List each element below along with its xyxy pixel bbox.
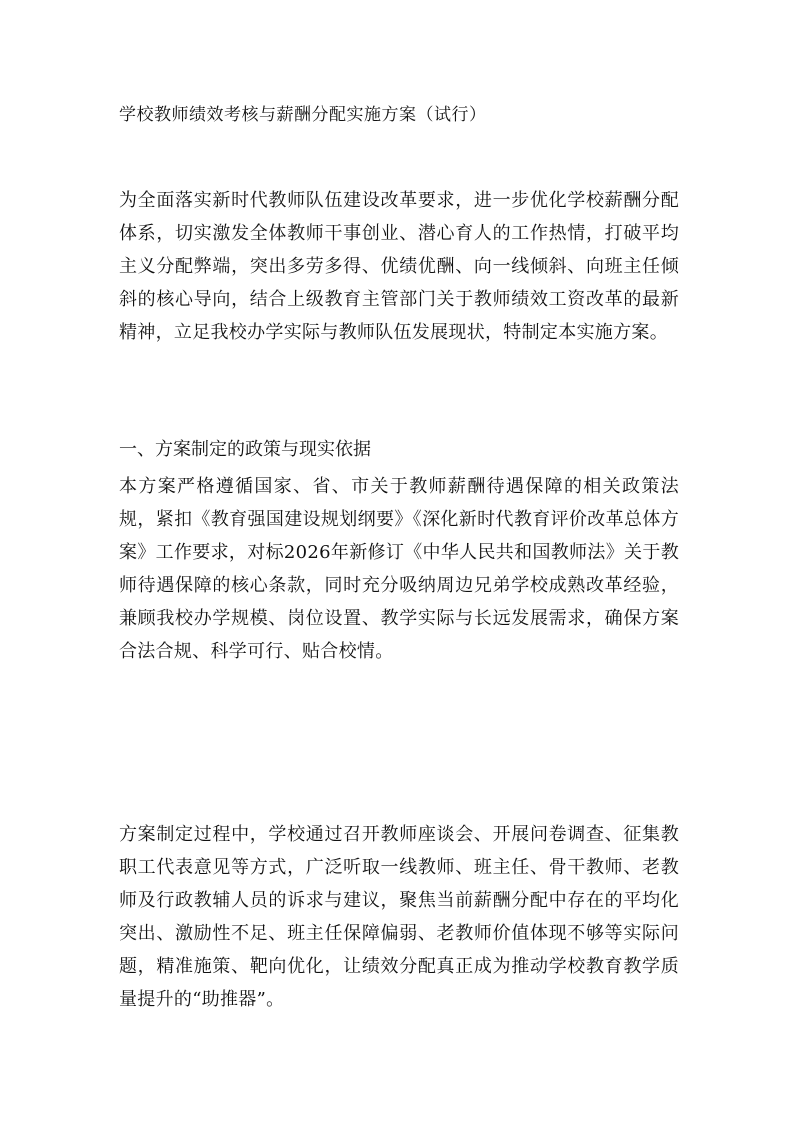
section-paragraph: 本方案严格遵循国家、省、市关于教师薪酬待遇保障的相关政策法规，紧扣《教育强国建设规划纲要》《深化新时代教育评价改革总体方案》工作要求，对标2026年新修订《中华人民共和国教师法》关于教师待遇保障的核心条款，同时充分吸纳周边兄弟学校成熟改革经验，兼顾我校办学规模、岗位设置、教学实际与长远发展需求，确保方案合法合规、科学可行、贴合校情。 <box>119 476 679 662</box>
intro-paragraph: 为全面落实新时代教师队伍建设改革要求，进一步优化学校薪酬分配体系，切实激发全体教师干事创业、潜心育人的工作热情，打破平均主义分配弊端，突出多劳多得、优绩优酬、向一线倾斜、向班主任倾斜的核心导向，结合上级教育主管部门关于教师绩效工资改革的最新精神，立足我校办学实际与教师队伍发展现状，特制定本实施方案。 <box>119 190 679 343</box>
section-heading: 一、方案制定的政策与现实依据 <box>119 439 371 460</box>
document-page <box>119 100 679 1010</box>
section-paragraph: 方案制定过程中，学校通过召开教师座谈会、开展问卷调查、征集教职工代表意见等方式，广泛听取一线教师、班主任、骨干教师、老教师及行政教辅人员的诉求与建议，聚焦当前薪酬分配中存在的平均化突出、激励性不足、班主任保障偏弱、老教师价值体现不够等实际问题，精准施策、靶向优化，让绩效分配真正成为推动学校教育教学质量提升的“助推器”。 <box>119 824 679 1010</box>
document-title: 学校教师绩效考核与薪酬分配实施方案（试行） <box>119 105 487 125</box>
